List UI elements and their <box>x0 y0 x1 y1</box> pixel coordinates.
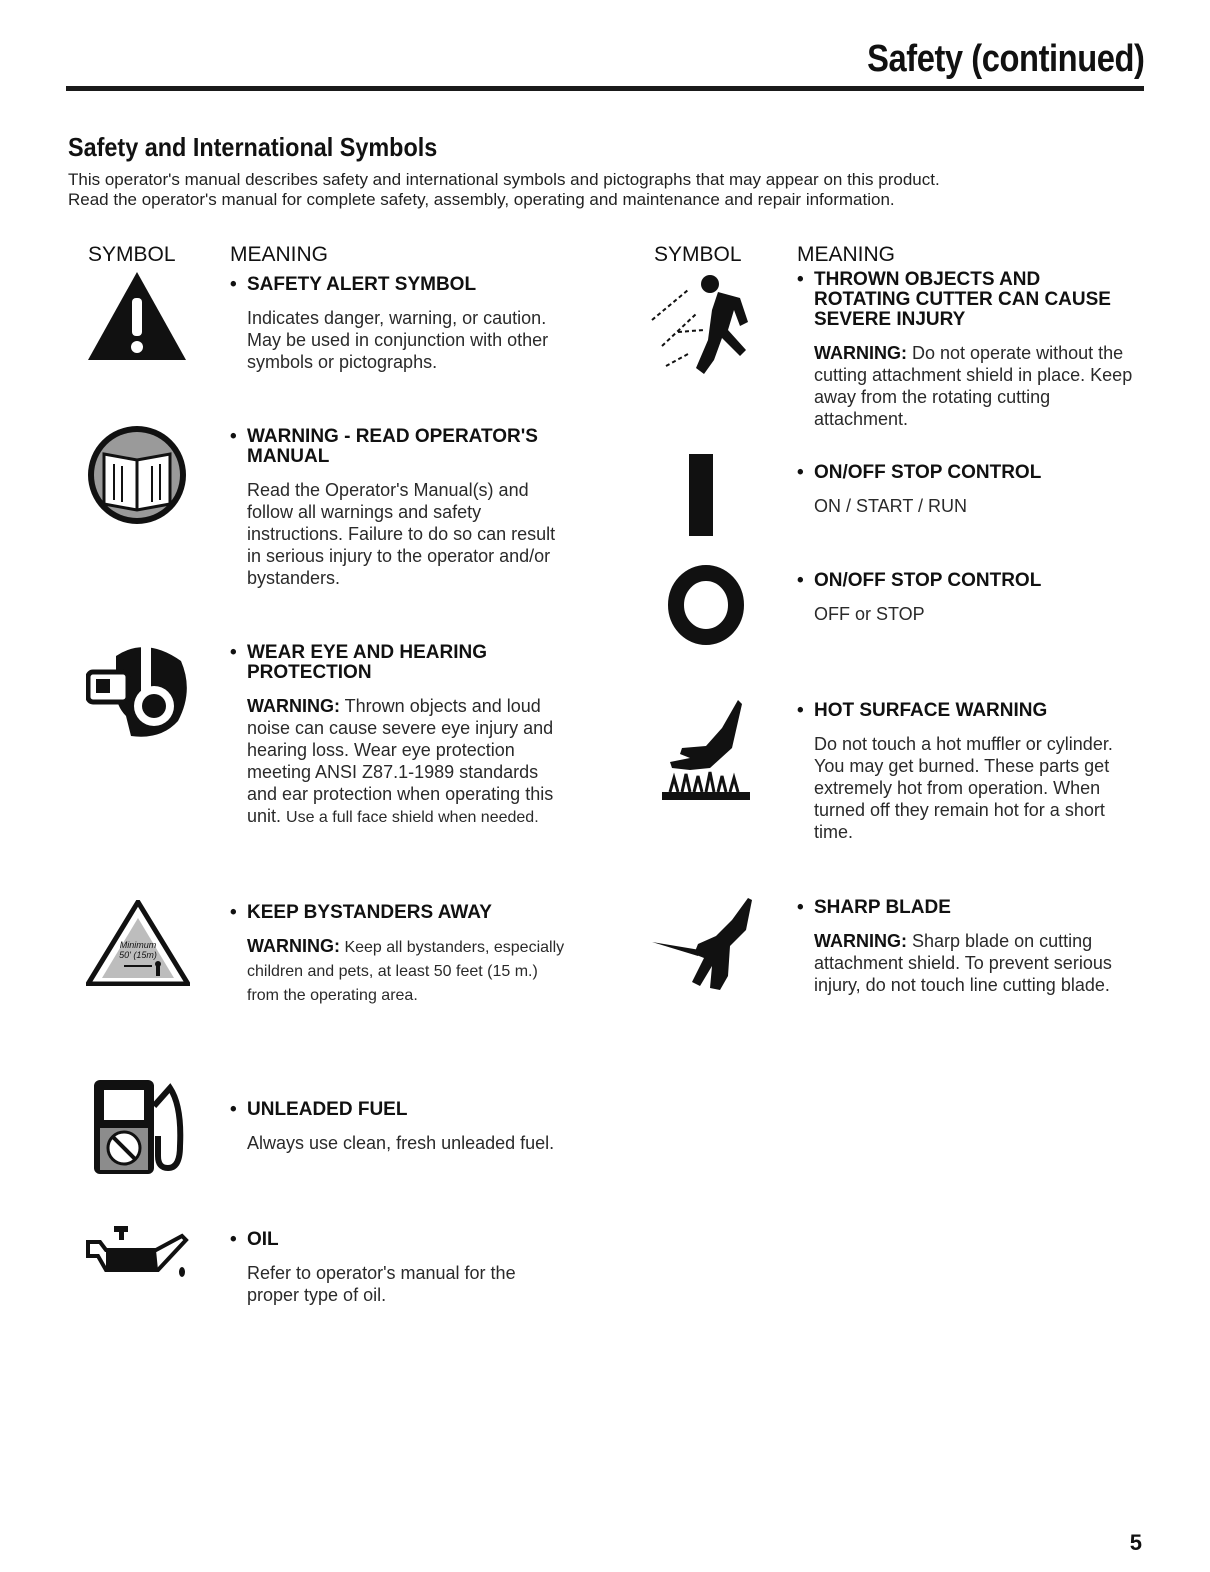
entry-title: KEEP BYSTANDERS AWAY <box>247 902 492 923</box>
meaning-column-header-right: MEANING <box>797 243 896 266</box>
section-title: Safety and International Symbols <box>68 132 438 162</box>
bullet: • <box>230 426 237 447</box>
entry-body-text: Do not operate without the cutting attachment shield in place. Keep away from the rotating cutting attachment. <box>814 343 1133 429</box>
entry-body: Read the Operator's Manual(s) and follow all warnings and safety instructions. Failure to do so can result in serious injury to the operator and/or bystanders. <box>247 480 556 588</box>
read-manual-icon <box>86 424 188 526</box>
intro-text <box>68 170 1148 210</box>
entry-body: Always use clean, fresh unleaded fuel. <box>247 1133 555 1153</box>
entry-on-control <box>797 463 1137 517</box>
oil-can-icon <box>86 1226 190 1284</box>
bullet: • <box>230 274 237 295</box>
eye-hearing-protection-icon <box>86 636 190 742</box>
bullet: • <box>797 570 804 591</box>
symbol-column-header-right: SYMBOL <box>654 243 742 266</box>
entry-title: HOT SURFACE WARNING <box>814 700 1048 721</box>
entry-body-text: Keep all bystanders, especially children and pets, at least 50 feet (15 m.) from the operating area. <box>247 939 565 1004</box>
bullet: • <box>797 897 804 918</box>
off-switch-icon <box>666 564 746 646</box>
safety-alert-icon <box>86 270 188 362</box>
entry-body-text: Thrown objects and loud noise can cause severe eye injury and hearing loss. Wear eye protection meeting ANSI Z87.1-1989 standards and ear protection when operating this unit. <box>247 696 554 826</box>
warning-label: WARNING: <box>814 343 907 363</box>
keep-bystanders-away-icon <box>86 900 190 986</box>
page-header-title: Safety (continued) <box>866 38 1144 80</box>
entry-off-control <box>797 571 1137 625</box>
entry-title: SAFETY ALERT SYMBOL <box>247 274 477 295</box>
sharp-blade-icon <box>650 896 754 992</box>
entry-title: UNLEADED FUEL <box>247 1099 408 1120</box>
bullet: • <box>230 642 237 663</box>
entry-body: Refer to operator's manual for the proper type of oil. <box>247 1263 516 1305</box>
entry-body <box>814 342 1136 430</box>
warning-label: WARNING: <box>247 936 340 956</box>
entry-title: THROWN OBJECTS AND ROTATING CUTTER CAN CAUSE SEVERE INJURY <box>814 269 1111 330</box>
entry-body: OFF or STOP <box>814 604 925 624</box>
entry-title: WEAR EYE AND HEARING PROTECTION <box>247 642 487 683</box>
entry-body: Indicates danger, warning, or caution. May be used in conjunction with other symbols or pictographs. <box>247 308 549 372</box>
header-rule <box>66 86 1144 91</box>
warning-label: WARNING: <box>814 931 907 951</box>
thrown-objects-icon <box>648 270 760 376</box>
warning-label: WARNING: <box>247 696 340 716</box>
entry-body: ON / START / RUN <box>814 496 968 516</box>
entry-body-small: Use a full face shield when needed. <box>286 809 539 826</box>
entry-title: ON/OFF STOP CONTROL <box>814 462 1042 483</box>
page-number: 5 <box>1129 1530 1142 1555</box>
entry-sharp-blade <box>797 898 1137 996</box>
hot-surface-icon <box>660 698 752 802</box>
bullet: • <box>797 269 804 290</box>
symbol-column-header-left: SYMBOL <box>88 243 176 266</box>
entry-body <box>247 695 572 829</box>
entry-unleaded-fuel <box>230 1100 580 1154</box>
entry-title: WARNING - READ OPERATOR'S MANUAL <box>247 426 538 467</box>
bullet: • <box>797 700 804 721</box>
entry-body: Do not touch a hot muffler or cylinder. You may get burned. These parts get extremely hot from operation. When turned off they remain hot for a short time. <box>814 734 1113 842</box>
bullet: • <box>797 462 804 483</box>
entry-body <box>247 935 567 1007</box>
bullet: • <box>230 1099 237 1120</box>
entry-title: SHARP BLADE <box>814 897 951 918</box>
entry-thrown-objects <box>797 270 1137 430</box>
entry-safety-alert <box>230 275 580 373</box>
entry-oil <box>230 1230 580 1306</box>
entry-read-manual <box>230 427 580 589</box>
entry-body-text: Sharp blade on cutting attachment shield. To prevent serious injury, do not touch line cutting blade. <box>814 931 1112 995</box>
entry-title: OIL <box>247 1229 279 1250</box>
meaning-column-header-left: MEANING <box>230 243 329 266</box>
svg-text:50' (15m): 50' (15m) <box>119 950 157 960</box>
entry-eye-hearing <box>230 643 580 829</box>
entry-title: ON/OFF STOP CONTROL <box>814 570 1042 591</box>
entry-hot-surface <box>797 701 1147 843</box>
intro-line-2: Read the operator's manual for complete safety, assembly, operating and maintenance and repair information. <box>68 190 895 209</box>
unleaded-fuel-icon <box>90 1076 190 1176</box>
bullet: • <box>230 1229 237 1250</box>
on-switch-icon <box>686 454 716 536</box>
intro-line-1: This operator's manual describes safety and international symbols and pictographs that may appear on this product. <box>68 170 940 189</box>
svg-text:Minimum: Minimum <box>119 940 157 950</box>
entry-body <box>814 930 1134 996</box>
entry-bystanders <box>230 903 580 1007</box>
bullet: • <box>230 902 237 923</box>
